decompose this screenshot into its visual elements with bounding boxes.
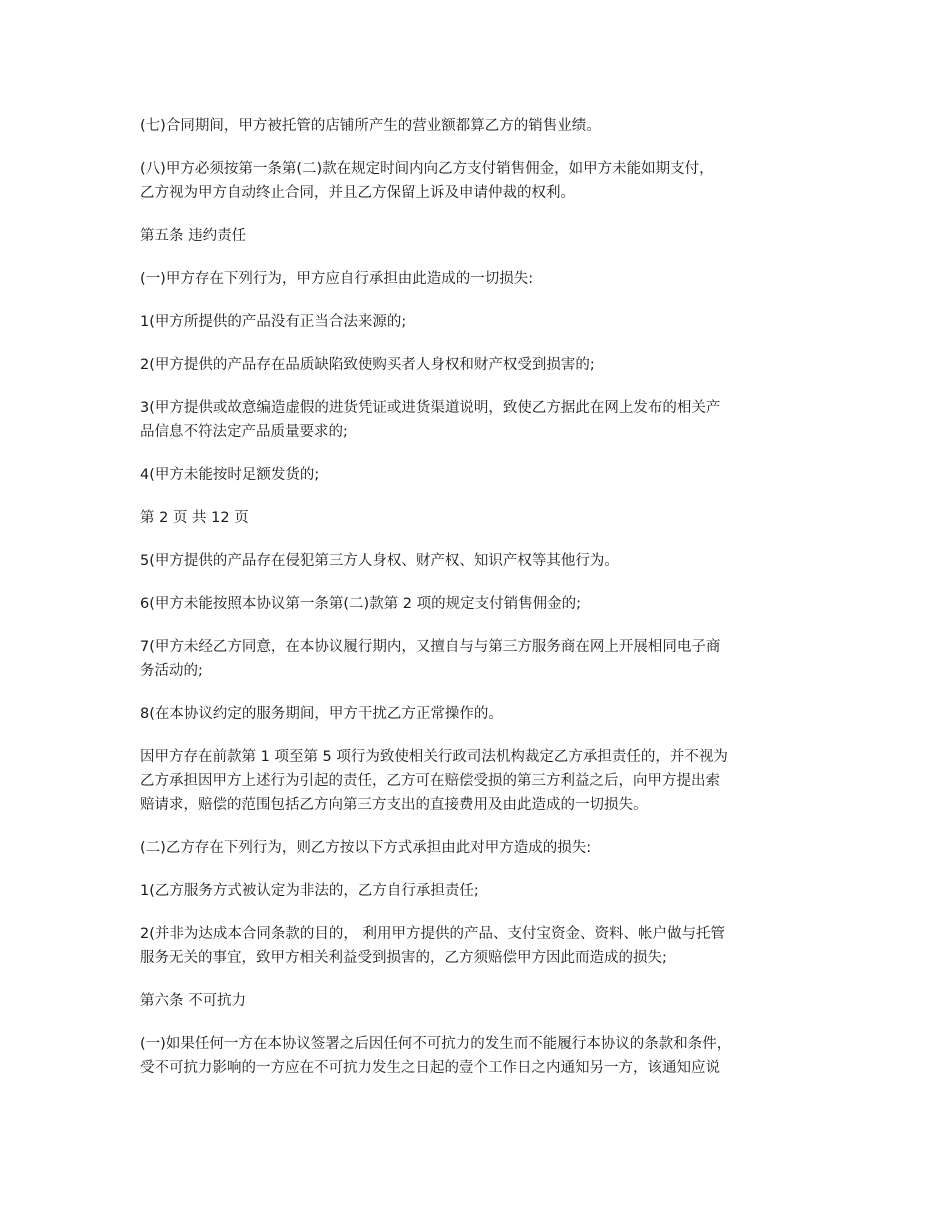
text-line: 品信息不符法定产品质量要求的; (140, 424, 348, 440)
paragraph (140, 549, 820, 573)
paragraph (140, 157, 820, 205)
paragraph (140, 463, 820, 487)
text-line: 乙方承担因甲方上述行为引起的责任，乙方可在赔偿受损的第三方利益之后，向甲方提出索 (140, 773, 720, 789)
text-line: 6(甲方未能按照本协议第一条第(二)款第 2 项的规定支付销售佣金的; (140, 596, 582, 612)
paragraph (140, 702, 820, 726)
text-line: 服务无关的事宜，致甲方相关利益受到损害的，乙方须赔偿甲方因此而造成的损失; (140, 950, 667, 966)
text-line: 乙方视为甲方自动终止合同，并且乙方保留上诉及申请仲裁的权利。 (140, 185, 575, 201)
paragraph (140, 922, 820, 970)
text-line: (一)如果任何一方在本协议签署之后因任何不可抗力的发生而不能履行本协议的条款和条件， (140, 1036, 732, 1052)
text-line: 5(甲方提供的产品存在侵犯第三方人身权、财产权、知识产权等其他行为。 (140, 553, 619, 569)
text-line: 务活动的; (140, 663, 203, 679)
paragraph (140, 353, 820, 377)
text-line: 赔请求，赔偿的范围包括乙方向第三方支出的直接费用及由此造成的一切损失。 (140, 797, 648, 813)
paragraph (140, 592, 820, 616)
text-line: (七)合同期间，甲方被托管的店铺所产生的营业额都算乙方的销售业绩。 (140, 118, 601, 134)
text-line: 第 2 页 共 12 页 (140, 510, 249, 526)
paragraph (140, 1032, 820, 1080)
paragraph (140, 396, 820, 444)
text-line: 受不可抗力影响的一方应在不可抗力发生之日起的壹个工作日之内通知另一方，该通知应说 (140, 1060, 720, 1076)
paragraph (140, 879, 820, 903)
text-line: (八)甲方必须按第一条第(二)款在规定时间内向乙方支付销售佣金，如甲方未能如期支付， (140, 161, 714, 177)
text-line: 3(甲方提供或故意编造虚假的进货凭证或进货渠道说明，致使乙方据此在网上发布的相关产 (140, 400, 721, 416)
document-body (140, 114, 820, 1099)
text-line: 2(并非为达成本合同条款的目的， 利用甲方提供的产品、支付宝资金、资料、帐户做与托管 (140, 926, 725, 942)
section-heading (140, 224, 820, 248)
text-line: 第六条 不可抗力 (140, 993, 247, 1009)
text-line: 因甲方存在前款第 1 项至第 5 项行为致使相关行政司法机构裁定乙方承担责任的，并不视为 (140, 749, 728, 765)
section-heading (140, 989, 820, 1013)
paragraph (140, 836, 820, 860)
text-line: 第五条 违约责任 (140, 228, 247, 244)
text-line: 1(乙方服务方式被认定为非法的，乙方自行承担责任; (140, 883, 479, 899)
text-line: 2(甲方提供的产品存在品质缺陷致使购买者人身权和财产权受到损害的; (140, 357, 595, 373)
section-heading (140, 506, 820, 530)
paragraph (140, 310, 820, 334)
text-line: 4(甲方未能按时足额发货的; (140, 467, 320, 483)
text-line: 8(在本协议约定的服务期间，甲方干扰乙方正常操作的。 (140, 706, 503, 722)
paragraph (140, 114, 820, 138)
text-line: (二)乙方存在下列行为，则乙方按以下方式承担由此对甲方造成的损失: (140, 840, 592, 856)
text-line: 1(甲方所提供的产品没有正当合法来源的; (140, 314, 407, 330)
paragraph (140, 267, 820, 291)
paragraph (140, 635, 820, 683)
text-line: 7(甲方未经乙方同意，在本协议履行期内，又擅自与与第三方服务商在网上开展相同电子商 (140, 639, 721, 655)
text-line: (一)甲方存在下列行为，甲方应自行承担由此造成的一切损失: (140, 271, 534, 287)
paragraph (140, 745, 820, 817)
